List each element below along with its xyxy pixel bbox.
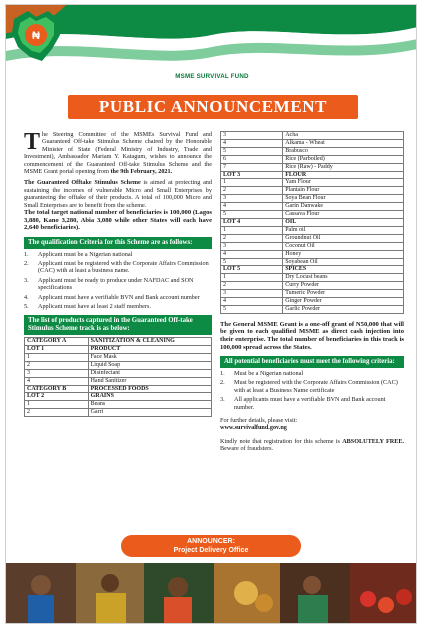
table-cell-lot: LOT 5 [221, 266, 283, 274]
criteria-item [24, 294, 212, 301]
criteria-number: 1. [220, 370, 225, 378]
table-row [221, 218, 404, 226]
table-cell-lot: 3 [221, 132, 283, 140]
table-cell-product: Acha [283, 132, 404, 140]
table-row [221, 274, 404, 282]
table-cell-lot: LOT 2 [25, 393, 89, 401]
table-cell-product: FLOUR [283, 171, 404, 179]
table-row [25, 377, 212, 385]
table-cell-lot: 4 [25, 377, 89, 385]
criteria-item [24, 277, 212, 292]
table-cell-product: Dry Locust beans [283, 274, 404, 282]
table-cell-lot: LOT 3 [221, 171, 283, 179]
table-cell-product: OIL [283, 218, 404, 226]
grant-criteria-heading: All potential beneficiaries must meet the following criteria: [220, 356, 404, 368]
announcer-badge [121, 535, 301, 557]
table-cell-lot: 5 [221, 147, 283, 155]
table-cell-lot: 1 [221, 274, 283, 282]
table-row [25, 385, 212, 393]
announcer-name: Project Delivery Office [173, 547, 249, 554]
table-cell-product: Garin Danwake [283, 203, 404, 211]
table-cell-product: Coconut Oil [283, 242, 404, 250]
table-cell-product: Ginger Powder [283, 298, 404, 306]
criteria-text: Applicant must be registered with the Corporate Affairs Commission (CAC) with at least a business name. [38, 260, 209, 275]
table-cell-product: Soyabean Oil [283, 258, 404, 266]
table-row [221, 282, 404, 290]
table-cell-lot: 2 [25, 409, 89, 417]
table-cell-product: Rice (Parboiled) [283, 155, 404, 163]
details-label: For further details, please visit: [220, 417, 298, 425]
table-cell-product: Cassava Flour [283, 211, 404, 219]
table-cell-product: Curry Powder [283, 282, 404, 290]
table-row [221, 226, 404, 234]
table-row [221, 234, 404, 242]
table-cell-product: SANITIZATION & CLEANING [88, 338, 211, 346]
dropcap-letter: T [24, 129, 41, 155]
table-row [25, 369, 212, 377]
table-cell-product: Tumeric Powder [283, 290, 404, 298]
criteria-text: Must be registered with the Corporate Affairs Commission (CAC) with at least a Business Name certificate [234, 379, 398, 394]
announcer-label: ANNOUNCER: [187, 538, 235, 545]
table-cell-product: Rice (Raw) - Paddy [283, 163, 404, 171]
criteria-item [220, 379, 404, 394]
table-cell-lot: 2 [25, 361, 89, 369]
criteria-text: Must be a Nigerian national [234, 370, 304, 378]
table-row [221, 132, 404, 140]
table-row [221, 179, 404, 187]
scheme-lead: The Guaranteed Offtake Stimulus Scheme [24, 179, 141, 187]
table-cell-lot: 3 [221, 242, 283, 250]
intro-date: the 9th February, 2021. [110, 168, 173, 176]
details-block [220, 417, 404, 432]
criteria-number: 3. [220, 396, 225, 404]
table-cell-lot: LOT 1 [25, 345, 89, 353]
msme-fund-logo-icon [6, 5, 66, 69]
table-cell-lot: 4 [221, 203, 283, 211]
table-cell-product: Disinfectant [88, 369, 211, 377]
table-cell-lot: 2 [221, 282, 283, 290]
table-cell-lot: 1 [25, 353, 89, 361]
table-row [221, 266, 404, 274]
table-cell-product: Liquid Soap [88, 361, 211, 369]
table-row [221, 171, 404, 179]
criteria-item [24, 260, 212, 275]
details-link[interactable]: www.survivalfund.gov.ng [220, 424, 287, 432]
table-row [25, 353, 212, 361]
table-cell-product: Groundnut Oil [283, 234, 404, 242]
table-cell-product: PRODUCT [88, 345, 211, 353]
table-row [221, 147, 404, 155]
table-cell-lot: 5 [221, 258, 283, 266]
table-cell-lot: 2 [221, 187, 283, 195]
table-row [221, 187, 404, 195]
intro-text: he Steering Committee of the MSMEs Survival Fund and Guaranteed Off-take Stimulus Scheme chaired by the Honorable Minister of State (Federal Ministry of Industry, Trade and Investment), Ambassador Mariam Y. Katagum, wishes to announce the commencement of the Guaranteed Off-take Stimulus Scheme and the MSME Grant portal opening from [24, 131, 212, 176]
criteria-item [220, 396, 404, 411]
free-note-post: Beware of fraudsters. [220, 445, 274, 453]
table-cell-product: Beans [88, 401, 211, 409]
table-cell-product: PROCESSED FOODS [88, 385, 211, 393]
criteria-number: 5. [24, 303, 29, 311]
criteria-text: Applicant must have at least 2 staff members. [38, 303, 151, 311]
products-heading: The list of products captured in the Guaranteed Off-take Stimulus Scheme track is as below: [24, 315, 212, 335]
table-row [221, 211, 404, 219]
page-title: PUBLIC ANNOUNCEMENT [68, 95, 358, 119]
free-note-pre: Kindly note that registration for this scheme is [220, 437, 343, 445]
intro-paragraph [24, 131, 212, 175]
table-row [221, 139, 404, 147]
table-row [221, 163, 404, 171]
criteria-number: 3. [24, 276, 29, 284]
table-cell-lot: 2 [221, 234, 283, 242]
table-cell-lot: 4 [221, 139, 283, 147]
table-cell-lot: 3 [25, 369, 89, 377]
scheme-total: The total target national number of beneficiaries is 100,000 (Lagos 3,880, Kano 3,280, Abia 3,080 while other States will each have 2,640 beneficiaries). [24, 209, 212, 232]
table-cell-lot: 1 [25, 401, 89, 409]
criteria-item [24, 251, 212, 258]
left-column [24, 131, 212, 417]
table-cell-lot: 1 [221, 226, 283, 234]
table-cell-lot: CATEGORY A [25, 338, 89, 346]
table-row [25, 338, 212, 346]
table-cell-product: Face Mask [88, 353, 211, 361]
criteria-heading: The qualification Criteria for this Scheme are as follows: [24, 237, 212, 249]
header-banner [6, 5, 416, 101]
table-cell-product: Soya Bean Flour [283, 195, 404, 203]
table-cell-product: Garri [88, 409, 211, 417]
table-cell-lot: 1 [221, 179, 283, 187]
table-cell-product: Brabusco [283, 147, 404, 155]
table-cell-lot: 5 [221, 211, 283, 219]
products-table-left [24, 337, 212, 417]
table-cell-lot: 3 [221, 195, 283, 203]
table-row [221, 298, 404, 306]
photo-strip [6, 563, 416, 624]
table-row [221, 203, 404, 211]
table-cell-product: Hand Sanitizer [88, 377, 211, 385]
table-cell-lot: CATEGORY B [25, 385, 89, 393]
table-row [221, 305, 404, 313]
table-row [221, 155, 404, 163]
criteria-item [24, 303, 212, 310]
right-column [220, 131, 404, 453]
criteria-text: Applicant must be ready to produce under NAFDAC and SON specifications [38, 276, 194, 292]
table-row [25, 393, 212, 401]
products-table-right [220, 131, 404, 314]
grant-criteria-list [220, 370, 404, 411]
criteria-number: 1. [24, 250, 29, 258]
flag-wave-graphic [6, 5, 416, 101]
criteria-text: All applicants must have a verifiable BVN and Bank account number. [234, 396, 386, 411]
table-cell-product: Palm oil [283, 226, 404, 234]
scheme-paragraph [24, 179, 212, 231]
criteria-text: Applicant must have a verifiable BVN and Bank account number [38, 293, 200, 301]
svg-text:₦: ₦ [32, 30, 40, 42]
table-row [221, 250, 404, 258]
criteria-item [220, 370, 404, 377]
table-cell-product: SPICES [283, 266, 404, 274]
free-note [220, 438, 404, 453]
scheme-text: is aimed at protecting and sustaining the incomes of vulnerable Micro and Small Enterprises by guaranteeing the offtake of their products. A total of 100,000 Micro and Small Enterprises are to benefit from the scheme. [24, 179, 212, 209]
table-cell-lot: 7 [221, 163, 283, 171]
table-cell-lot: 4 [221, 298, 283, 306]
free-note-bold: ABSOLUTELY FREE. [342, 437, 405, 445]
criteria-list [24, 251, 212, 311]
table-cell-lot: 3 [221, 290, 283, 298]
table-row [25, 409, 212, 417]
criteria-number: 2. [220, 379, 225, 387]
table-cell-product: GRAINS [88, 393, 211, 401]
criteria-number: 2. [24, 260, 29, 268]
table-row [221, 242, 404, 250]
criteria-text: Applicant must be a Nigerian national [38, 250, 133, 258]
criteria-number: 4. [24, 293, 29, 301]
table-cell-product: Honey [283, 250, 404, 258]
table-cell-lot: 4 [221, 250, 283, 258]
table-cell-product: Garlic Powder [283, 305, 404, 313]
table-cell-lot: 5 [221, 305, 283, 313]
table-cell-product: Alkama - Wheat [283, 139, 404, 147]
announcement-page [5, 4, 417, 624]
table-row [221, 290, 404, 298]
table-cell-lot: LOT 4 [221, 218, 283, 226]
table-cell-product: Yam Flour [283, 179, 404, 187]
table-row [221, 195, 404, 203]
table-row [221, 258, 404, 266]
table-cell-product: Plantain Flour [283, 187, 404, 195]
table-row [25, 345, 212, 353]
logo-caption: MSME SURVIVAL FUND [175, 73, 249, 80]
market-photos-image [6, 563, 416, 624]
table-cell-lot: 6 [221, 155, 283, 163]
grant-paragraph: The General MSME Grant is a one-off grant of N50,000 that will be given to each qualified MSME as direct cash injection into their enterprise. The total number of beneficiaries in this track is 100,000 spread across the States. [220, 320, 404, 351]
table-row [25, 401, 212, 409]
table-row [25, 361, 212, 369]
